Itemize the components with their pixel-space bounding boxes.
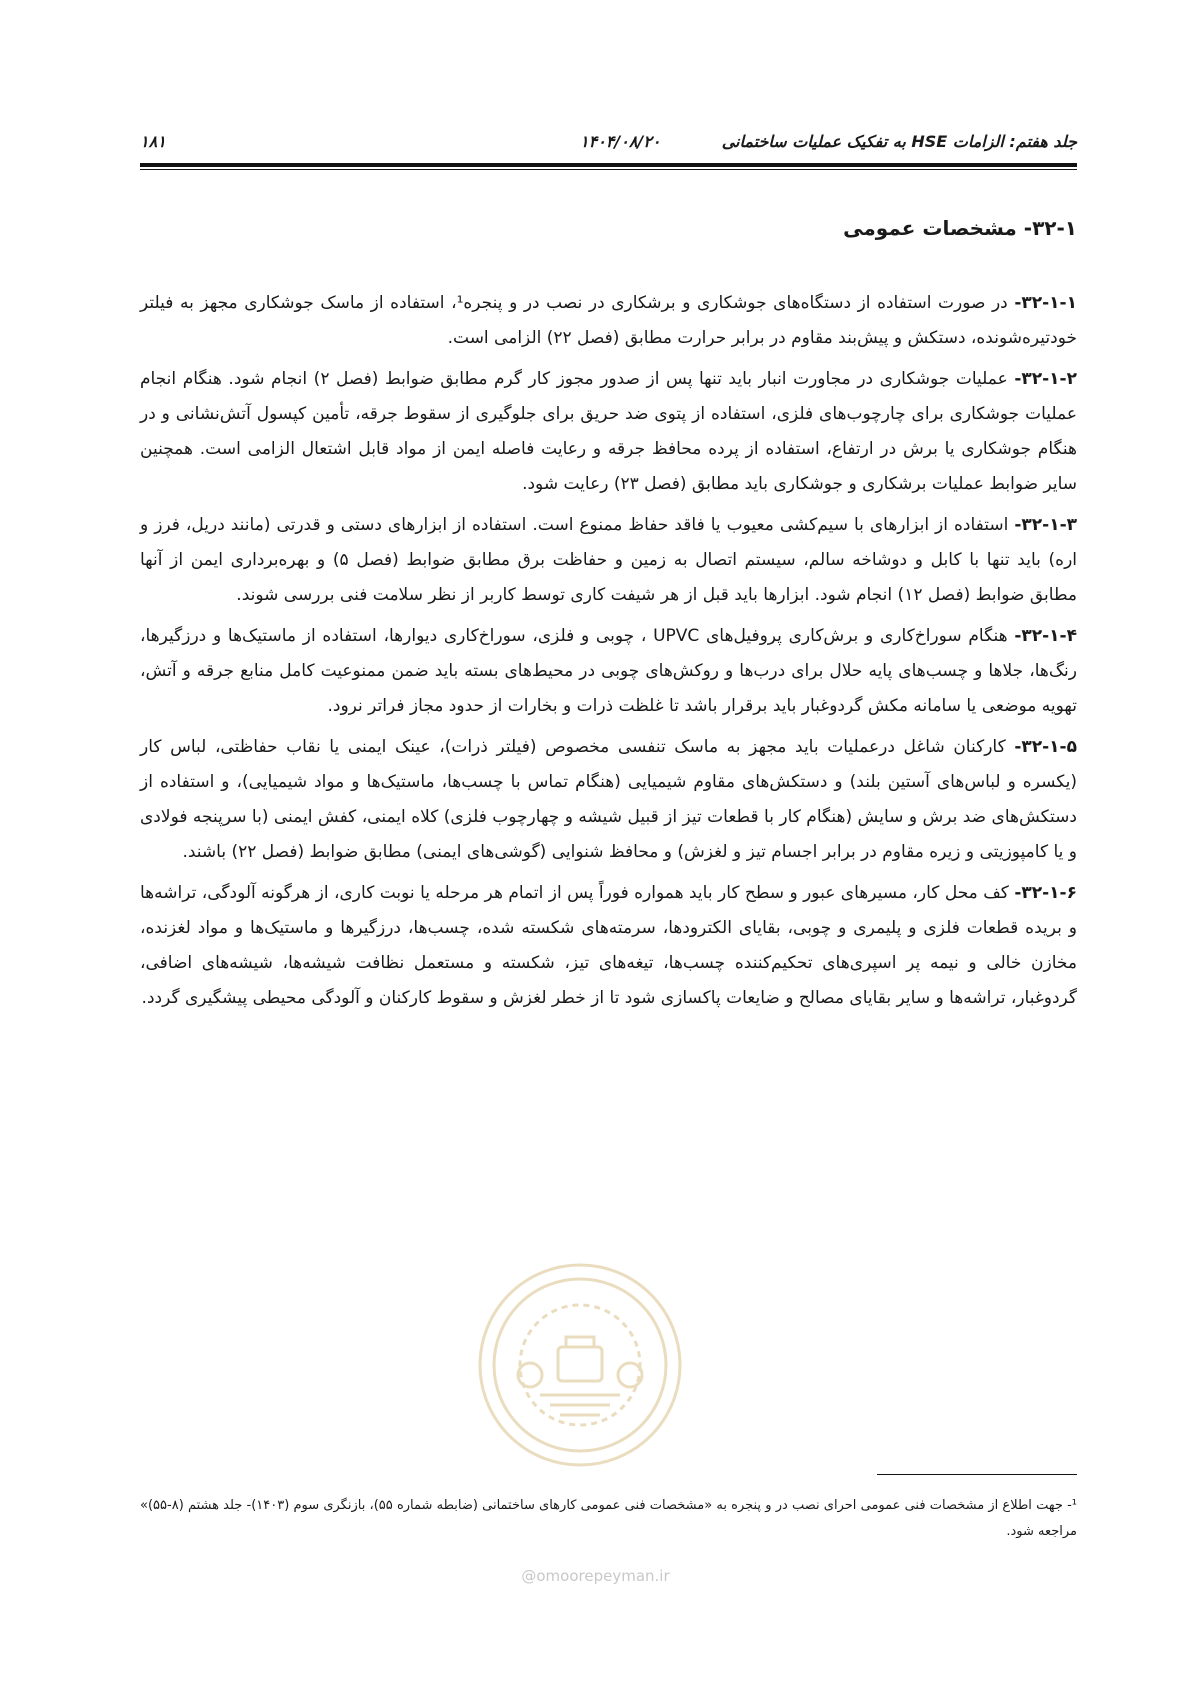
paragraph-3 [140,508,1077,613]
paragraph-6 [140,876,1077,1016]
paragraph-number: ۳۲-۱-۴- [1014,626,1077,646]
paragraph-text: هنگام سوراخ‌کاری و برش‌کاری پروفیل‌های UPVC ، چوبی و فلزی، سوراخ‌کاری دیوارها، استفاده از ماستیک‌ها و درزگیرها، رنگ‌ها، جلاها و چسب‌های پایه حلال برای درب‌ها و روکش‌های چوبی در محیط‌های بسته باید ضمن ممنوعیت کامل منابع جرقه و آتش، تهویه موضعی یا سامانه مکش گردوغبار باید برقرار باشد تا غلظت ذرات و بخارات از حدود مجاز فراتر نرود. [140,626,1077,716]
paragraph-1 [140,286,1077,356]
header-rule [140,163,1077,167]
paragraph-text: کف محل کار، مسیرهای عبور و سطح کار باید همواره فوراً پس از اتمام هر مرحله یا نوبت کاری، از هرگونه آلودگی، تراشه‌ها و بریده قطعات فلزی و پلیمری و چوبی، بقایای الکترودها، سرمته‌های شکسته شده، چسب‌ها، درزگیرها و ماستیک‌ها و مواد لغزنده، مخازن خالی و نیمه پر اسپری‌های تحکیم‌کننده چسب‌ها، تیغه‌های تیز، شکسته و مستعمل نظافت شیشه‌ها، شیشه‌های اضافی، گردوغبار، تراشه‌ها و سایر بقایای مصالح و ضایعات پاکسازی شود تا از خطر لغزش و سقوط کارکنان و آلودگی محیطی پیشگیری گردد. [140,883,1077,1008]
header-title: جلد هفتم: الزامات HSE به تفکیک عملیات ساختمانی [721,132,1077,151]
paragraph-number: ۳۲-۱-۳- [1014,515,1078,535]
paragraph-5 [140,730,1077,870]
paragraph-number: ۳۲-۱-۲- [1014,369,1077,389]
paragraph-text: عملیات جوشکاری در مجاورت انبار باید تنها پس از صدور مجوز کار گرم مطابق ضوابط (فصل ۲) انجام شود. هنگام انجام عملیات جوشکاری برای چارچوب‌های فلزی، استفاده از پتوی ضد حریق برای جلوگیری از سقوط جرقه، تأمین کپسول آتش‌نشانی و در هنگام جوشکاری یا برش در ارتفاع، استفاده از پرده محافظ جرقه و رعایت فاصله ایمن از مواد قابل اشتعال الزامی است. همچنین سایر ضوابط عملیات برشکاری و جوشکاری باید مطابق (فصل ۲۳) رعایت شود. [140,369,1077,494]
header-rule-thin [140,169,1077,170]
paragraph-2 [140,362,1077,502]
paragraph-text: استفاده از ابزارهای با سیم‌کشی معیوب یا فاقد حفاظ ممنوع است. استفاده از ابزارهای دستی و قدرتی (مانند دریل، فرز و اره) باید تنها با کابل و دوشاخه سالم، سیستم اتصال به زمین و حفاظت برق مطابق ضوابط (فصل ۵) و بهره‌برداری ایمن از آنها مطابق ضوابط (فصل ۱۲) انجام شود. ابزارها باید قبل از هر شیفت کاری توسط کاربر از نظر سلامت فنی بررسی شوند. [140,515,1078,605]
page-number: ۱۸۱ [140,132,166,151]
paragraph-text: در صورت استفاده از دستگاه‌های جوشکاری و برشکاری در نصب در و پنجره¹، استفاده از ماسک جوشکاری مجهز به فیلتر خودتیره‌شونده، دستکش و پیش‌بند مقاوم در برابر حرارت مطابق (فصل ۲۲) الزامی است. [140,293,1077,348]
footnote: ¹- جهت اطلاع از مشخصات فنی عمومی احرای نصب در و پنجره به «مشخصات فنی عمومی کارهای ساختمانی (ضابطه شماره ۵۵)، بازنگری سوم (۱۴۰۳)- جلد هشتم (۸-۵۵)» مراجعه شود. [140,1498,1077,1539]
paragraph-text: کارکنان شاغل درعملیات باید مجهز به ماسک تنفسی مخصوص (فیلتر ذرات)، عینک ایمنی یا نقاب حفاظتی، لباس کار (یکسره و لباس‌های آستین بلند) و دستکش‌های مقاوم شیمیایی (هنگام تماس با چسب‌ها، ماستیک‌ها و مواد شیمیایی)، و استفاده از دستکش‌های ضد برش و سایش (هنگام کار با قطعات تیز از قبیل شیشه و چهارچوب فلزی) کلاه ایمنی، کفش ایمنی (با سرپنجه فولادی و یا کامپوزیتی و زیره مقاوم در برابر اجسام تیز و لغزش) و محافظ شنوایی (گوشی‌های ایمنی) مطابق ضوابط (فصل ۲۲) باشند. [140,737,1077,862]
body-content [140,286,1077,1022]
footnote-rule [877,1474,1077,1475]
header-date: ۱۴۰۴/۰۸/۲۰ [580,132,661,151]
running-header [140,128,1077,158]
paragraph-number: ۳۲-۱-۵- [1014,737,1077,757]
paragraph-number: ۳۲-۱-۱- [1014,293,1077,313]
paragraph-number: ۳۲-۱-۶- [1014,883,1077,903]
paragraph-4 [140,619,1077,724]
watermark-url: @omoorepeyman.ir [521,1567,670,1585]
section-heading: ۳۲-۱- مشخصات عمومی [843,216,1077,240]
watermark-seal [470,1255,690,1475]
